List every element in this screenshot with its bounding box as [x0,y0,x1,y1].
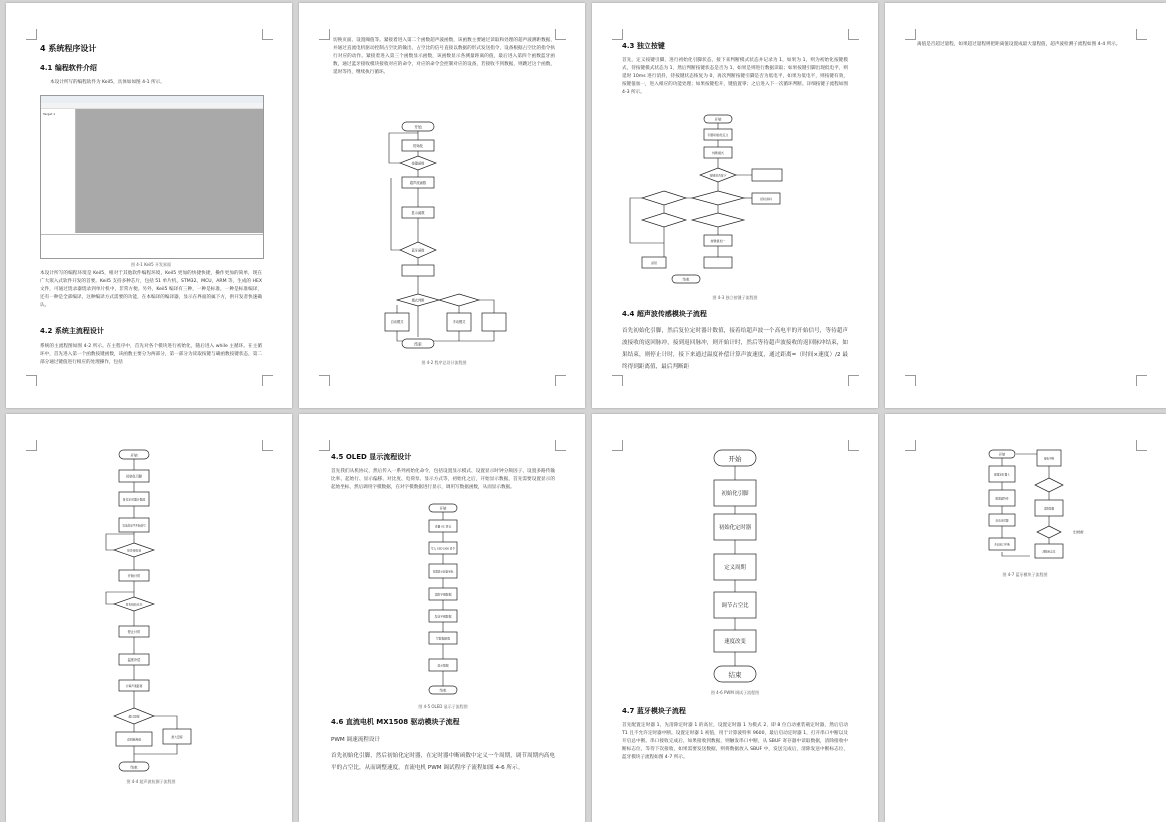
key-fc-add-label: 按键值加一 [710,239,726,243]
bt-fc-recv-decision [1035,478,1063,492]
pwm-fc-start-label: 开始 [728,455,742,463]
oled-fc-read-label: 读取字模数据 [434,592,452,597]
main-fc-auto-label: 自动模式 [390,320,404,324]
oled-fc-iic-label: 设置 IIC 协议 [434,524,452,529]
bt-fc-send-decision [1037,526,1061,538]
us-fc-max-label: 最大量程 [171,735,183,739]
key-fc-end-label: 结束 [682,277,690,282]
key-fc-decision-mid [692,191,744,205]
pwm-paragraph: 首先初始化引脚，然后初始化定时器，在定时器中断函数中定义一个周期，调节周期内高电平的占空比，从而调整速度，直流电机 PWM 调试程序子流程如图 4-6 所示。 [331,753,555,771]
oled-paragraph: 首先我们从机协议，然后传入一系列初始化命令，包括设置显示模式、设置显示时钟分频因子、设置多路传输比率、起始行、显示偏移、对比度、电荷泵、显示方式等，初始化之后，开始显示数据，首先需要设置显示的起始坐标，然后调用字模数据，在对字模数据进行显示，调用写数据函数，从而显示数据。 [331,469,555,490]
key-flowchart-lines [630,119,752,265]
screenshot-project-panel [41,109,76,233]
main-fc-other-mode [482,313,506,331]
main-flowchart [299,3,585,408]
us-fc-done-label: 是否接收完毕 [125,602,143,607]
us-fc-reset-label: 复位定时器计数值 [122,497,146,502]
us-fc-calc-label: 计算声速距离 [125,684,143,688]
main-fc-end-label: 结束 [414,341,422,347]
key-fc-mode-label: 判断模式 [711,151,725,155]
screenshot-editor-area [76,109,263,233]
main-fc-extra-box [402,265,434,276]
pwm-fc-init-timer-label: 初始化定时器 [718,525,752,531]
oled-fc-show-label: 显示数据 [437,663,449,668]
screenshot-build-output [41,234,263,258]
document-page-6 [299,414,585,822]
figure-4-6-caption: 图 4-6 PWM 调试子流程图 [710,690,760,695]
key-paragraph: 首先，定义按键引脚，进行初始化引脚状态，接下来判断模式状态并记录为 1，如果为 1，则为初始化按键模式，待按键模式状态为 1，然后判断按键状态是否为 1，如果是则进行数据读取；如果按键引脚出现低电平，则延时 10ms 进行消抖，待按键状态恢复为 0，再次判断按键引脚是否为低电平，如果为低电平，则按键有效，按键值加一，进入相应的功能处理；如果按键松开，键值置零；之后进入下一次循环判断。详细按键子流程如图 4-3 所示。 [622,58,848,95]
document-page-4 [885,3,1166,408]
keil5-paragraph: 本设计所写的编程环境是 Keil5，相对于其他软件编程环境，Keil5 更加的快捷快捷，操作更加的简单，现在广大嵌入式软件开发的首要。Keil5 支持多种芯片，包括 51 单片机、STM32、MCU、ARM 等，生成的 HEX 文件，可通过烧录器烧录到单片机中，非常方便。另外，Keil5 编译有三种，一种是标准，一种是标准编译，还有一种是全部编译，这种编译方式需要的功能，在本编译的编译器，显示在界面的属下方，供开发者快速确认。 [40,271,262,308]
oled-fc-end-label: 结束 [439,688,447,693]
document-page-2 [299,3,585,408]
screenshot-tree-label: Target 1 [43,112,56,116]
main-fc-start-label: 开始 [414,124,422,130]
bluetooth-flowchart [885,414,1166,822]
heading-4-2: 4.2 系统主流程设计 [40,327,104,335]
ultrasonic-paragraph-cont: 离值是否超过量程，如果超过量程则把距离值设置成最大量程值，超声波检测子流程如图 4-4 所示。 [917,42,1121,47]
heading-4-4: 4.4 超声波传感模块子流程 [622,310,707,318]
heading-4-7: 4.7 蓝牙模块子流程 [622,707,686,715]
key-fc-decision-mid2 [692,213,744,227]
document-page-5 [6,414,292,822]
pwm-fc-duty-label: 调节占空比 [721,603,749,609]
oled-fc-start-label: 开始 [439,506,447,511]
bt-fc-start-label: 开始 [998,452,1006,457]
main-fc-mode-decision-2 [439,294,479,306]
us-fc-return-label: 返回距离值 [127,737,141,742]
main-fc-key-label: 按键函数 [411,161,425,166]
main-flow-paragraph-cont: 切换页面、设置阈值等。紧接着进入第二个函数超声波函数，该函数主要通过读取和处理的超声波测距数据，并通过直流电机驱动控制占空比的输出，占空比的信号直接以数据的形式发送指令，设备根据占空比的指令执行对应的动作。紧接着进入第三个函数显示函数，该函数显示各测量距离的值，最后进入第四个函数蓝牙函数，通过蓝牙接收模块接收对应的命令，对应的命令会控制对应的设备，若接收不到数据，则跳过这个函数，延时等待，继续执行循环。 [333,38,555,75]
heading-4-1: 4.1 编程软件介绍 [40,64,97,72]
key-fc-start-label: 开始 [714,117,722,122]
pwm-subtitle: PWM 调速流程设计 [331,737,381,743]
main-fc-ultra-label: 超声波函数 [409,181,427,185]
bt-fc-recv-int-label: 接收中断 [1043,457,1055,461]
heading-4-3: 4.3 独立按键 [622,42,665,50]
key-fc-debounce-label: 延时消抖 [759,197,773,201]
figure-4-1-caption: 图 4-1 Keil5 开发界面 [131,262,171,267]
ultrasonic-flowchart [6,414,292,822]
key-fc-return-right [704,257,732,268]
main-fc-display-label: 显示函数 [411,211,425,215]
us-fc-end-label: 结束 [130,765,138,770]
document-page-3 [592,3,878,408]
us-fc-stop-timer-label: 停止计时 [127,630,141,634]
bt-fc-clear-label: 清除标志位 [1042,550,1056,554]
heading-4-5: 4.5 OLED 显示流程设计 [331,453,412,461]
ultrasonic-paragraph: 首先初始化引脚，然后复位定时器计数值，接着给超声波一个高电平的开始信号，等待超声波接收的返回脉冲，接到返回脉冲，则开始计时，然后等待超声波接收的返回脉冲结束，如果结束，则停止计时，接下来通过温度补偿计算声波速度，通过距离=（时间×速度）/2 最终得到距离值，最后判断距 [622,328,848,370]
bt-fc-enable-int-label: 开启串口中断 [994,543,1010,547]
bt-fc-baud-label: 配置波特率 [995,497,1009,501]
main-fc-bt-label: 蓝牙函数 [411,248,425,253]
us-fc-send-label: 发送高电平开始信号 [122,524,146,528]
oled-fc-cmd-label: 写入 SSD1306 命令 [431,547,455,551]
oled-fc-send-label: 发送字模数据 [434,614,452,619]
figure-4-2-caption: 图 4-2 程序总设计流程图 [421,360,467,365]
key-fc-decision-right [642,213,686,227]
pwm-fc-speed-label: 速度改变 [724,639,746,645]
bt-fc-read-label: 读取数据 [1043,507,1055,511]
pwm-fc-init-pin-label: 初始化引脚 [721,491,749,497]
figure-4-3-caption: 图 4-3 独立按键子流程图 [712,295,758,300]
key-fc-pressed-label: 按键是否按下 [709,173,727,178]
us-fc-start-timer-label: 开始计时 [127,574,141,578]
document-page-7 [592,414,878,822]
keil5-screenshot [40,95,264,259]
heading-4: 4 系统程序设计 [40,44,97,53]
pwm-fc-end-label: 结束 [728,671,742,679]
key-fc-init-label: 引脚初始化定义 [707,133,729,137]
oled-fc-coord-label: 设置显示起始坐标 [432,570,454,574]
bluetooth-paragraph: 首先配置定时器 1，先清除定时器 1 的高位，设置定时器 1 为模式 2，即 8 位自动重装载定时器，然后启动 T1 且不允许定时器中断。设置定时器 1 初值，用于计算波特率 9600，最后启动定时器 1，打开串口中断以及开启总中断。串口接收完成后，如果接收到数据，则触发串口中断，从 SBUF 寄存器中读取数据，清除接收中断标志位，等待下次接收，如果需要发送数据，则将数据放入 SBUF 中，发送完成后，清除发送中断标志位，蓝牙模块子流程如图 4-7 所示。 [622,723,848,760]
bt-fc-timer-config-label: 配置定时器 1 [994,473,1010,477]
pwm-fc-period-label: 定义周期 [724,565,746,571]
intro-text: 本设计所写的编程软件为 Keil5，具体如如图 4-1 所示。 [50,80,165,85]
main-fc-mode-label: 模式判断 [411,298,425,303]
us-fc-temp-label: 温度补偿 [127,658,141,662]
bt-fc-start-timer-label: 启动定时器 [995,519,1009,523]
document-page-8 [885,414,1166,822]
heading-4-6: 4.6 直流电机 MX1508 驱动模块子流程 [331,718,460,726]
bt-fc-send-label: 发送数据 [1073,531,1084,534]
main-flowchart-lines [389,125,494,341]
document-page-1 [6,3,292,408]
main-fc-manual-label: 手动模式 [452,320,466,324]
figure-4-5-caption: 图 4-5 OLED 显示子流程图 [418,704,468,709]
main-flow-paragraph: 系统的主流程图如图 4-2 所示。在主程序中，首先对各个模块进行初始化，随后进入 while 主循环。在主循环中，首先进入第一个函数按键函数，该函数主要分为两部分，第一部分为读取按键与确函数按键状态，第二部分通过键值进行相应的处理操作，包括 [40,344,262,365]
us-fc-start-label: 开始 [130,453,138,458]
us-fc-recv-label: 是否接收到 [127,548,141,553]
main-fc-init-label: 初始化 [412,144,424,148]
key-fc-side-box [752,169,782,181]
us-fc-range-label: 超过量程 [128,714,140,719]
key-fc-return-label: 返回 [650,261,658,265]
key-fc-decision-left [642,191,686,205]
figure-4-7-caption: 图 4-7 蓝牙模块子流程图 [1002,572,1048,577]
us-fc-init-label: 初始化引脚 [126,474,142,479]
oled-fc-write-label: 写数据函数 [436,636,450,641]
figure-4-4-caption: 图 4-4 超声波检测子流程图 [126,779,176,784]
